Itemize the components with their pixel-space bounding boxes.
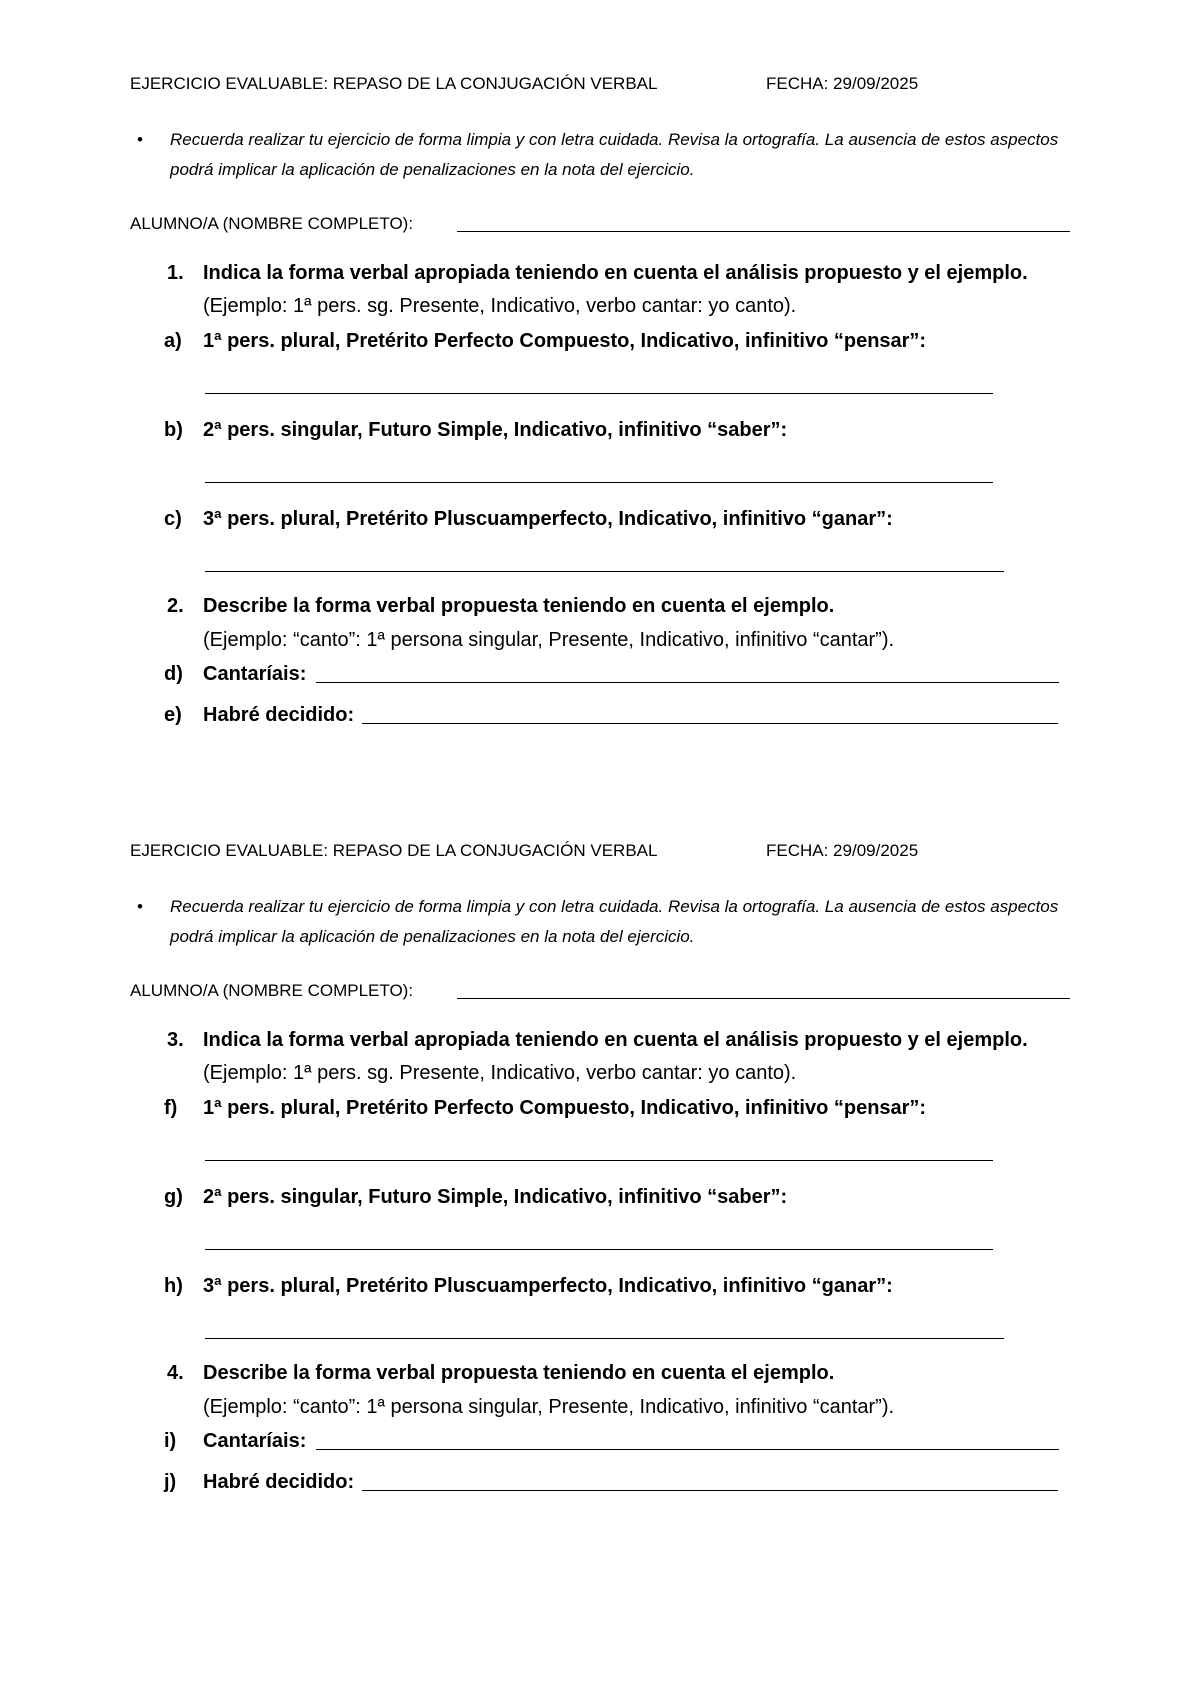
answer-line[interactable] [362, 1490, 1058, 1491]
item-letter: d) [164, 663, 183, 685]
answer-line[interactable] [205, 1338, 1004, 1339]
question-title: Describe la forma verbal propuesta teniendo en cuenta el ejemplo. [203, 1362, 835, 1384]
question-number: 2. [167, 595, 184, 617]
item-letter: c) [164, 508, 182, 530]
bullet-icon: • [137, 130, 143, 149]
answer-line[interactable] [205, 1249, 993, 1250]
instructions-note: Recuerda realizar tu ejercicio de forma limpia y con letra cuidada. Revisa la ortografía. La ausencia de estos aspectos podrá implicar la aplicación de penalizaciones en la nota del ejercicio. [170, 130, 1059, 179]
item-prompt: Habré decidido: [203, 704, 355, 726]
item-letter: g) [164, 1186, 183, 1208]
instructions-note: Recuerda realizar tu ejercicio de forma limpia y con letra cuidada. Revisa la ortografía. La ausencia de estos aspectos podrá implicar la aplicación de penalizaciones en la nota del ejercicio. [170, 897, 1059, 946]
item-letter: i) [164, 1430, 177, 1452]
answer-line[interactable] [316, 1449, 1059, 1450]
item-letter: h) [164, 1275, 183, 1297]
student-name-label: ALUMNO/A (NOMBRE COMPLETO): [130, 981, 414, 1000]
question-title: Indica la forma verbal apropiada teniendo en cuenta el análisis propuesto y el ejemplo. [203, 1029, 1028, 1051]
answer-line[interactable] [205, 393, 993, 394]
student-name-label: ALUMNO/A (NOMBRE COMPLETO): [130, 214, 414, 233]
question-number: 1. [167, 262, 184, 284]
header-title: EJERCICIO EVALUABLE: REPASO DE LA CONJUGACIÓN VERBAL [130, 841, 658, 860]
item-prompt: 1ª pers. plural, Pretérito Perfecto Compuesto, Indicativo, infinitivo “pensar”: [203, 1097, 927, 1119]
header-date: FECHA: 29/09/2025 [766, 74, 919, 93]
header-title: EJERCICIO EVALUABLE: REPASO DE LA CONJUGACIÓN VERBAL [130, 74, 658, 93]
answer-line[interactable] [362, 723, 1058, 724]
student-name-field[interactable] [457, 998, 1070, 999]
question-example: (Ejemplo: 1ª pers. sg. Presente, Indicativo, verbo cantar: yo canto). [203, 295, 797, 317]
bullet-icon: • [137, 897, 143, 916]
item-letter: j) [164, 1471, 177, 1493]
item-prompt: 1ª pers. plural, Pretérito Perfecto Compuesto, Indicativo, infinitivo “pensar”: [203, 330, 927, 352]
question-title: Indica la forma verbal apropiada teniendo en cuenta el análisis propuesto y el ejemplo. [203, 262, 1028, 284]
header [130, 74, 919, 94]
item-prompt: 3ª pers. plural, Pretérito Pluscuamperfecto, Indicativo, infinitivo “ganar”: [203, 1275, 893, 1297]
answer-line[interactable] [205, 571, 1004, 572]
question-number: 4. [167, 1362, 184, 1384]
question-title: Describe la forma verbal propuesta teniendo en cuenta el ejemplo. [203, 595, 835, 617]
item-prompt: Cantaríais: [203, 663, 307, 685]
item-letter: f) [164, 1097, 178, 1119]
question-number: 3. [167, 1029, 184, 1051]
item-prompt: Cantaríais: [203, 1430, 307, 1452]
item-prompt: 2ª pers. singular, Futuro Simple, Indicativo, infinitivo “saber”: [203, 1186, 788, 1208]
question-example: (Ejemplo: “canto”: 1ª persona singular, Presente, Indicativo, infinitivo “cantar”). [203, 1396, 895, 1418]
item-prompt: Habré decidido: [203, 1471, 355, 1493]
item-prompt: 2ª pers. singular, Futuro Simple, Indicativo, infinitivo “saber”: [203, 419, 788, 441]
item-prompt: 3ª pers. plural, Pretérito Pluscuamperfecto, Indicativo, infinitivo “ganar”: [203, 508, 893, 530]
answer-line[interactable] [205, 1160, 993, 1161]
header [130, 841, 919, 861]
item-letter: e) [164, 704, 182, 726]
student-name-field[interactable] [457, 231, 1070, 232]
header-date: FECHA: 29/09/2025 [766, 841, 919, 860]
item-letter: b) [164, 419, 183, 441]
question-example: (Ejemplo: 1ª pers. sg. Presente, Indicativo, verbo cantar: yo canto). [203, 1062, 797, 1084]
answer-line[interactable] [316, 682, 1059, 683]
answer-line[interactable] [205, 482, 993, 483]
item-letter: a) [164, 330, 182, 352]
question-example: (Ejemplo: “canto”: 1ª persona singular, Presente, Indicativo, infinitivo “cantar”). [203, 629, 895, 651]
